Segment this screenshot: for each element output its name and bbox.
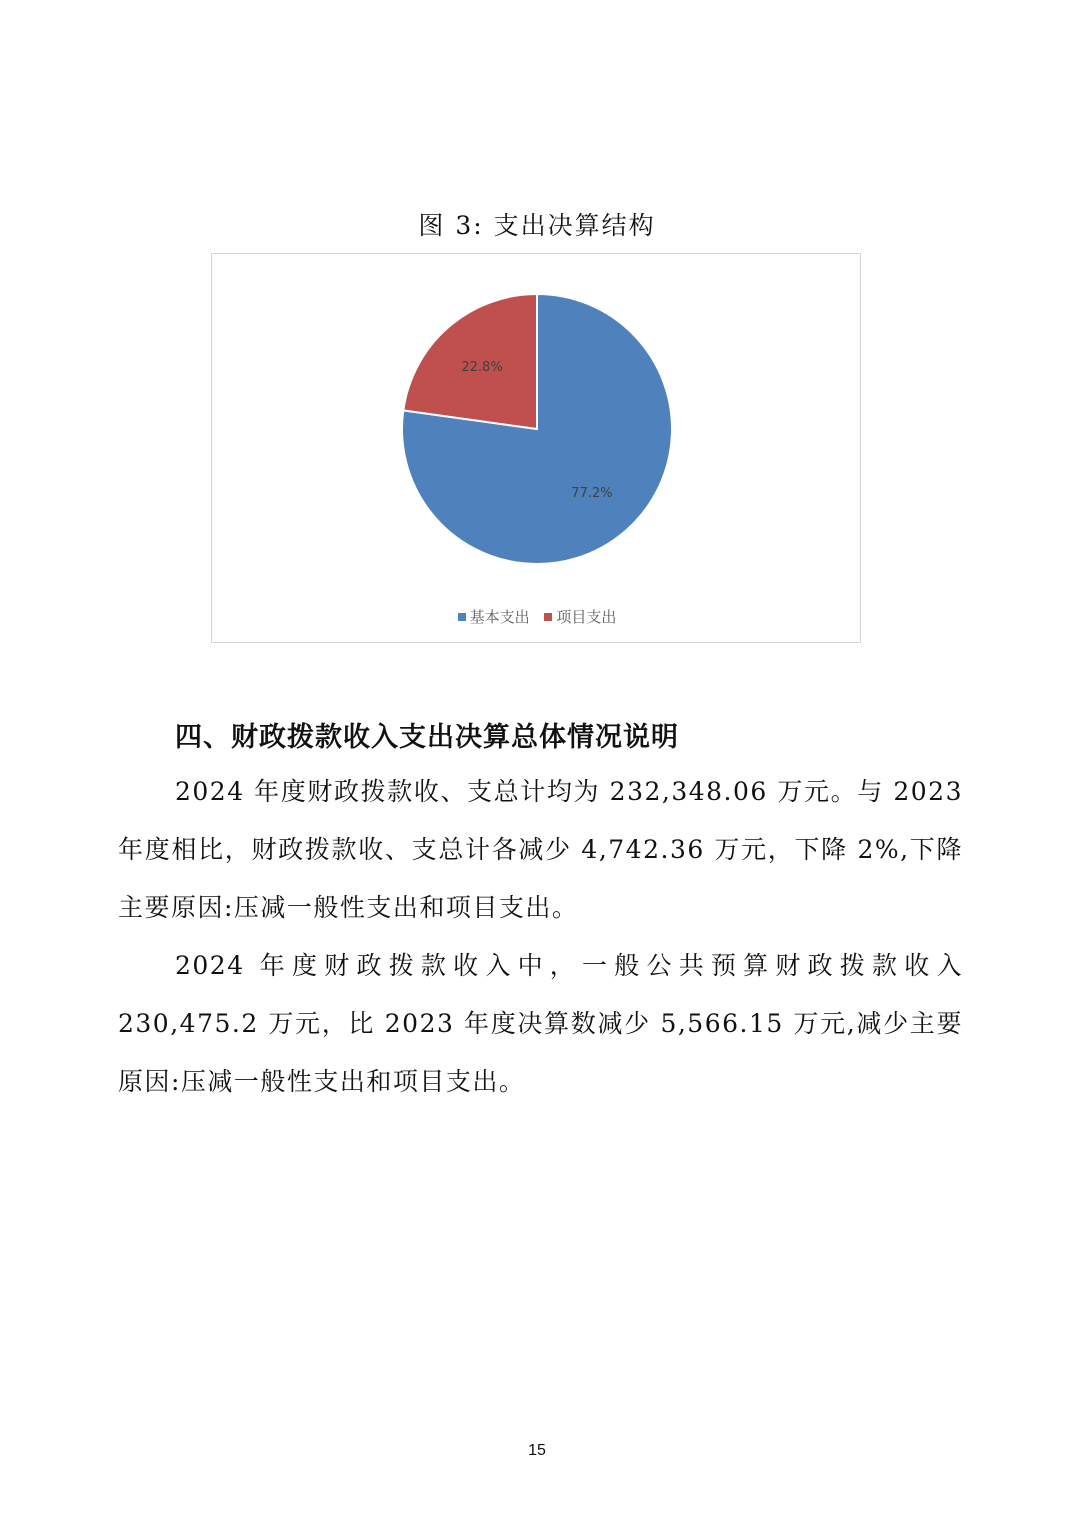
pie-label-basic: 77.2% [571, 486, 613, 502]
paragraph-1: 2024 年度财政拨款收、支总计均为 232,348.06 万元。与 2023 年度相比，财政拨款收、支总计各减少 4,742.36 万元，下降 2%,下降主要原因:压减一般性支出和项目支出。 [118, 777, 963, 922]
legend-item-basic [458, 606, 530, 627]
figure-caption: 图 3: 支出决算结构 [418, 211, 656, 240]
section-heading: 四、财政拨款收入支出决算总体情况说明 [175, 722, 679, 753]
legend-swatch-project [544, 613, 552, 621]
pie-chart [211, 253, 861, 643]
legend-label-basic: 基本支出 [469, 608, 530, 626]
pie-chart-svg [212, 254, 862, 644]
page-number: 15 [528, 1442, 546, 1459]
legend-item-project [544, 606, 616, 627]
pie-label-project: 22.8% [461, 359, 503, 375]
paragraph-2: 2024 年度财政拨款收入中，一般公共预算财政拨款收入 230,475.2 万元，比 2023 年度决算数减少 5,566.15 万元,减少主要原因:压减一般性支出和项目支出。 [118, 951, 963, 1096]
chart-legend [0, 606, 1074, 627]
legend-swatch-basic [458, 613, 466, 621]
legend-label-project: 项目支出 [556, 608, 617, 626]
